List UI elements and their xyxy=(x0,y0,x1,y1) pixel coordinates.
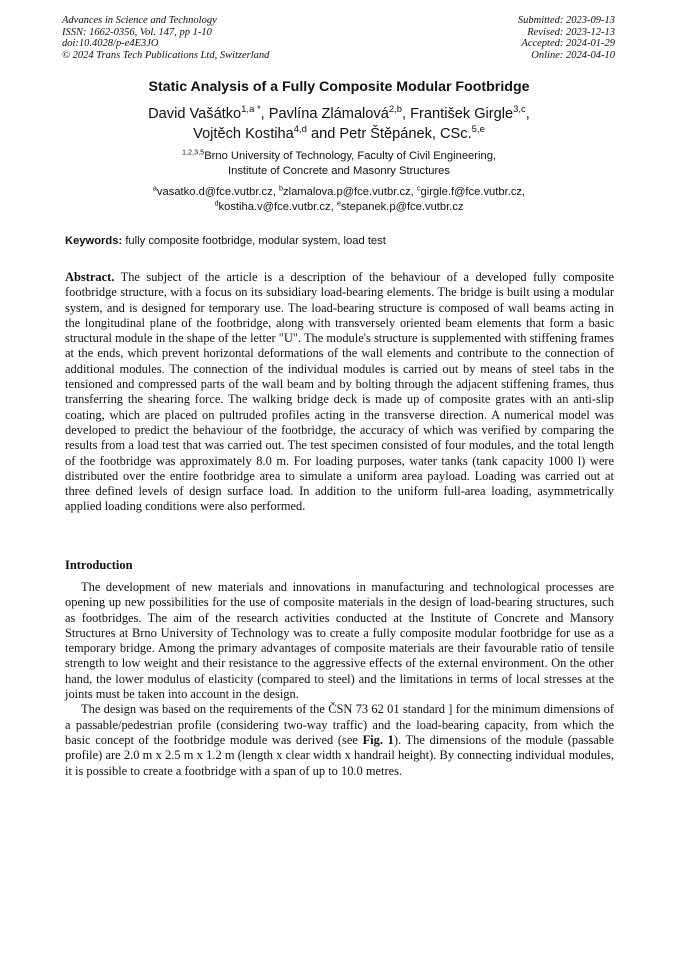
author-list xyxy=(0,104,678,144)
keywords-text: fully composite footbridge, modular system, load test xyxy=(125,235,386,247)
email-link[interactable]: kostiha.v@fce.vutbr.cz, xyxy=(218,200,334,213)
doi-line: doi:10.4028/p-e4E3JO xyxy=(62,38,159,50)
email-link[interactable]: girgle.f@fce.vutbr.cz, xyxy=(420,186,526,198)
paper-title: Static Analysis of a Fully Composite Modular Footbridge xyxy=(148,79,530,95)
keywords xyxy=(65,235,386,247)
email-list xyxy=(0,185,678,214)
paragraph xyxy=(65,702,614,778)
author-superscript: 5,e xyxy=(471,124,485,136)
copyright-line: © 2024 Trans Tech Publications Ltd, Switzerland xyxy=(62,49,270,61)
abstract-text: The subject of the article is a description of the behaviour of a developed fully composite footbridge structure, with a focus on its subsidiary load-bearing elements. The bridge is built using a modular system, and is designed for temporary use. The load-bearing structure is composed of wall beams acting in the longitudinal plane of the footbridge, along with transversely oriented beam elements that form a basic structural module in the shape of the letter "U". The module's structure is supplemented with stiffening frames at the ends, which prevent horizontal deformations of the wall elements and contribute to the connection of additional modules. The connection of the individual modules is carried out by means of steel tabs in the tensioned and compressed parts of the wall beam and by bolting through the adjacent stiffening frames, thus transferring the shearing force. The walking bridge deck is made up of composite grates with an anti-slip coating, which are placed on pultruded profiles acting in the transverse direction. A numerical model was developed to predict the behaviour of the footbridge, the accuracy of which was verified by comparing the results from a load test that was carried out. The test specimen consisted of four modules, and the total length of the footbridge was approximately 8.0 m. For loading purposes, water tanks (tank capacity 1000 l) were distributed over the entire footbridge area to simulate a uniform area payload. Loading was carried out at three defined levels of design surface load. In addition to the uniform full-area loading, asymmetrically applied loading conditions were also performed. xyxy=(65,270,614,514)
email-superscript: e xyxy=(336,197,341,207)
paragraph: The development of new materials and innovations in manufacturing and technological processes are opening up new possibilities for the use of composite materials in the design of load-bearing structures, such as footbridges. The aim of the research activities conducted at the Institute of Concrete and Mansory Structures at Brno University of Technology was to create a fully composite modular footbridge for use as a temporary bridge. Among the primary advantages of composite materials are their favourable ratio of tensile strength to low weight and their resistance to the aggressive effects of the external environment. On the other hand, the lower modulus of elasticity (compared to steel) and the limitations in terms of local stresses at the joints must be taken into account in the design. xyxy=(65,580,614,702)
author-name: František Girgle xyxy=(410,106,514,122)
submitted-date: Submitted: 2023-09-13 xyxy=(517,15,615,26)
online-date: Online: 2024-04-10 xyxy=(531,49,615,61)
email-superscript: d xyxy=(214,197,219,207)
journal-name: Advances in Science and Technology xyxy=(62,15,217,26)
author-superscript: 4,d xyxy=(293,124,307,136)
journal-header-right xyxy=(518,15,615,61)
author-line-1: David Vašátko$^{1,a *}$, Pavlína Zlámalová$^{2,b}$, František Girgle$^{3,c}$, xyxy=(148,104,530,122)
paragraph-text: ). The dimensions of the module (passable profile) are 2.0 m x 2.5 m x 1.2 m (length x clear width x handrail height). By connecting individual modules, it is possible to create a footbridge with a span of up to 10.0 metres. xyxy=(65,732,615,778)
email-line-2 xyxy=(0,197,678,215)
author-superscript: 2,b xyxy=(388,104,403,116)
author-line-2 xyxy=(0,124,678,144)
keywords-label: Keywords: xyxy=(65,235,123,247)
author-name: Pavlína Zlámalová xyxy=(268,106,389,122)
paragraph-text: The design was based on the requirements of the ČSN 73 62 01 standard ] for the minimum dimensions of a passable/pedestrian profile (considering two-way traffic) and the load-bearing capacity, from which the basic concept of the footbridge module was derived (see xyxy=(65,702,614,747)
issn-line: ISSN: 1662-0356, Vol. 147, pp 1-10 xyxy=(62,26,212,38)
abstract-label: Abstract. xyxy=(65,270,115,284)
email-link[interactable]: zlamalova.p@fce.vutbr.cz, xyxy=(283,186,414,198)
affiliation-text: Brno University of Technology, Faculty of Civil Engineering, xyxy=(204,150,497,162)
accepted-date: Accepted: 2024-01-29 xyxy=(521,38,615,50)
introduction-body xyxy=(65,580,614,779)
affiliation-superscript: 1,2,3,5 xyxy=(181,147,205,157)
abstract xyxy=(65,270,614,515)
author-name: David Vašátko xyxy=(148,106,242,122)
email-superscript: c xyxy=(416,183,421,193)
email-link[interactable]: stepanek.p@fce.vutbr.cz xyxy=(340,200,464,213)
author-name: Petr Štěpánek, CSc. xyxy=(339,126,472,142)
affiliation-line-1 xyxy=(0,149,678,164)
author-superscript: 3,c xyxy=(513,104,526,116)
author-superscript: 1,a * xyxy=(241,104,261,116)
email-link[interactable]: vasatko.d@fce.vutbr.cz, xyxy=(156,186,276,198)
affiliation xyxy=(0,149,678,178)
email-superscript: a xyxy=(152,183,157,193)
email-superscript: b xyxy=(278,183,283,193)
section-heading-introduction: Introduction xyxy=(65,558,133,572)
author-name: Vojtěch Kostiha xyxy=(193,126,294,142)
figure-reference[interactable]: Fig. 1 xyxy=(362,732,394,747)
affiliation-line-2: Institute of Concrete and Masonry Structures xyxy=(228,164,450,177)
journal-header-left xyxy=(62,15,269,61)
revised-date: Revised: 2023-12-13 xyxy=(527,26,615,38)
author-conjunction: and xyxy=(311,126,336,142)
